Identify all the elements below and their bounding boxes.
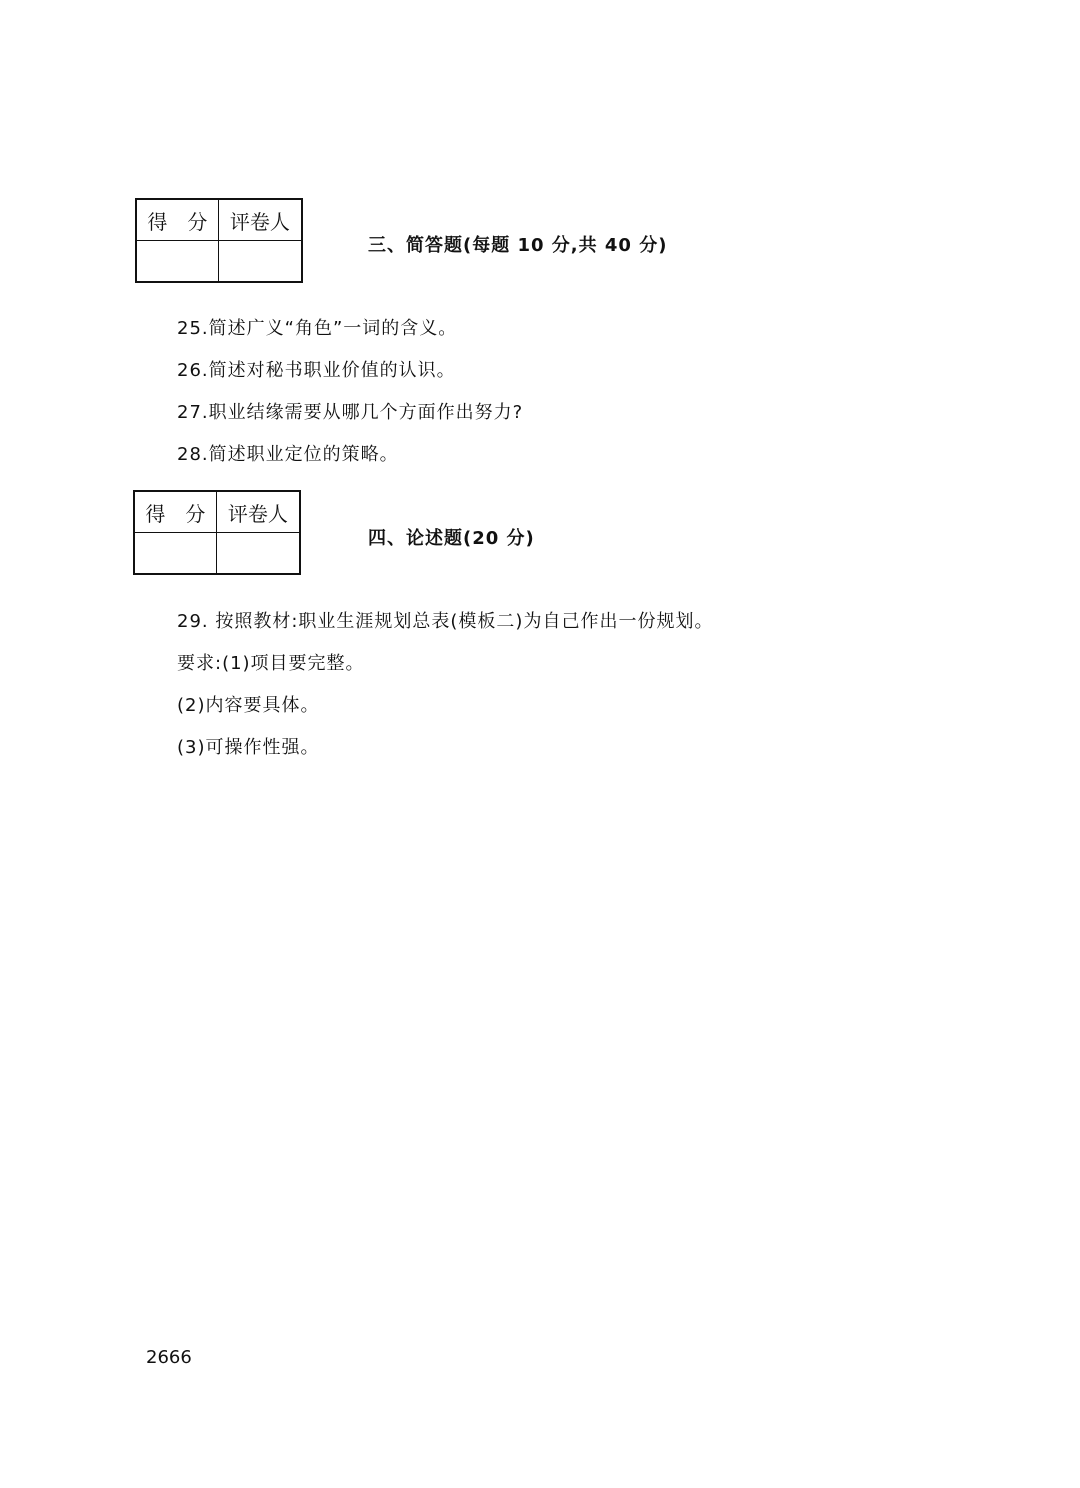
requirement-2: (2)内容要具体。 [177, 695, 320, 716]
score-label: 得 分 [134, 491, 216, 533]
score-box-section4 [133, 490, 301, 575]
grader-label: 评卷人 [216, 491, 300, 533]
requirement-3: (3)可操作性强。 [177, 737, 320, 758]
score-cell [136, 241, 218, 283]
section4-title: 四、论述题(20 分) [368, 528, 535, 549]
question-26: 26.简述对秘书职业价值的认识。 [177, 360, 456, 381]
question-28: 28.简述职业定位的策略。 [177, 444, 399, 465]
score-cell [134, 533, 216, 575]
score-box-section3 [135, 198, 303, 283]
score-label: 得 分 [136, 199, 218, 241]
page-number: 2666 [146, 1347, 192, 1368]
section3-title: 三、简答题(每题 10 分,共 40 分) [368, 235, 668, 256]
grader-cell [216, 533, 300, 575]
grader-cell [218, 241, 302, 283]
question-29: 29. 按照教材:职业生涯规划总表(模板二)为自己作出一份规划。 [177, 611, 714, 632]
question-27: 27.职业结缘需要从哪几个方面作出努力? [177, 402, 524, 423]
question-25: 25.简述广义“角色”一词的含义。 [177, 318, 458, 339]
grader-label: 评卷人 [218, 199, 302, 241]
requirement-1: 要求:(1)项目要完整。 [177, 653, 365, 674]
